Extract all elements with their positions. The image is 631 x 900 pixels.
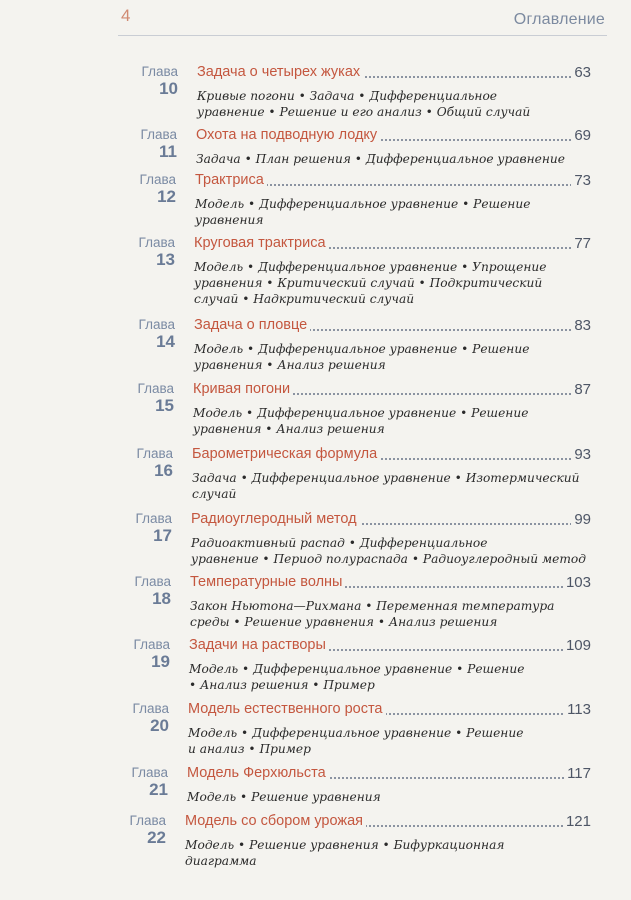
topics-line: Задача • Дифференциальное уравнение • Изотермический: [192, 471, 580, 485]
chapter-title[interactable]: Задача о четырех жуках: [197, 64, 363, 80]
chapter-number: 10: [159, 79, 178, 98]
toc-title-line[interactable]: [195, 172, 591, 192]
topics-line: уравнение • Период полураспада • Радиоуглеродный метод: [191, 552, 586, 566]
topics-line: уравнения • Анализ решения: [193, 422, 385, 436]
topics-line: среды • Решение уравнения • Анализ решения: [190, 615, 498, 629]
toc-title-line[interactable]: [197, 64, 591, 84]
topics-line: Закон Ньютона—Рихмана • Переменная температура: [190, 599, 555, 613]
topics-line: Модель • Дифференциальное уравнение • Решение: [193, 406, 529, 420]
topics-line: уравнения: [195, 213, 264, 227]
topics-line: диаграмма: [185, 854, 257, 868]
toc-title-line[interactable]: [193, 381, 591, 401]
chapter-label: Глава: [135, 511, 172, 526]
chapter-title[interactable]: Трактриса: [195, 172, 267, 188]
chapter-topics: [197, 88, 530, 120]
chapter-number: 21: [149, 780, 168, 799]
chapter-topics: [193, 405, 528, 437]
page-ref[interactable]: 117: [564, 765, 591, 782]
topics-line: Задача • План решения • Дифференциальное уравнение: [196, 152, 565, 166]
chapter-label: Глава: [138, 317, 175, 332]
chapter-number: 22: [147, 828, 166, 847]
toc-title-line[interactable]: [190, 574, 591, 594]
chapter-title[interactable]: Кривая погони: [193, 381, 293, 397]
chapter-label: Глава: [137, 381, 174, 396]
chapter-title[interactable]: Задача о пловце: [194, 317, 310, 333]
toc-title-line[interactable]: [194, 317, 591, 337]
chapter-label: Глава: [139, 172, 176, 187]
chapter-topics: [194, 259, 546, 307]
topics-line: уравнения • Критический случай • Подкритический: [194, 276, 543, 290]
chapter-label: Глава: [134, 574, 171, 589]
chapter-number: 15: [155, 396, 174, 415]
page-ref[interactable]: 69: [571, 127, 591, 144]
chapter-number: 16: [154, 461, 173, 480]
chapter-label: Глава: [131, 765, 168, 780]
chapter-label: Глава: [129, 813, 166, 828]
toc-title-line[interactable]: [194, 235, 591, 255]
page-ref[interactable]: 113: [564, 701, 591, 718]
toc-title-line[interactable]: [191, 511, 591, 531]
toc-title-line[interactable]: [196, 127, 591, 147]
chapter-title[interactable]: Круговая трактриса: [194, 235, 329, 251]
chapter-title[interactable]: Охота на подводную лодку: [196, 127, 380, 143]
page-ref[interactable]: 63: [571, 64, 591, 81]
chapter-number: 18: [152, 589, 171, 608]
chapter-number: 11: [159, 142, 177, 161]
chapter-topics: [185, 837, 504, 869]
chapter-title[interactable]: Температурные волны: [190, 574, 345, 590]
topics-line: Модель • Дифференциальное уравнение • Упрощение: [194, 260, 547, 274]
chapter-label: Глава: [133, 637, 170, 652]
topics-line: уравнения • Анализ решения: [194, 358, 386, 372]
chapter-topics: [191, 535, 586, 567]
chapter-number: 14: [156, 332, 175, 351]
chapter-title[interactable]: Задачи на растворы: [189, 637, 329, 653]
topics-line: Модель • Решение уравнения • Бифуркационная: [185, 838, 505, 852]
chapter-number: 13: [156, 250, 175, 269]
chapter-topics: [196, 151, 565, 167]
toc-title-line[interactable]: [192, 446, 591, 466]
chapter-topics: [195, 196, 530, 228]
page-ref[interactable]: 99: [571, 511, 591, 528]
topics-line: Кривые погони • Задача • Дифференциальное: [197, 89, 498, 103]
chapter-label: Глава: [136, 446, 173, 461]
toc-title-line[interactable]: [185, 813, 591, 833]
topics-line: Модель • Дифференциальное уравнение • Решение: [195, 197, 531, 211]
chapter-title[interactable]: Модель со сбором урожая: [185, 813, 366, 829]
chapter-title[interactable]: Радиоуглеродный метод: [191, 511, 360, 527]
chapter-label: Глава: [140, 127, 177, 142]
page-ref[interactable]: 121: [563, 813, 591, 830]
topics-line: Модель • Дифференциальное уравнение • Решение: [188, 726, 524, 740]
topics-line: случай: [192, 487, 237, 501]
chapter-title[interactable]: Модель Ферхюльста: [187, 765, 329, 781]
page-ref[interactable]: 83: [571, 317, 591, 334]
chapter-title[interactable]: Модель естественного роста: [188, 701, 386, 717]
chapter-label: Глава: [138, 235, 175, 250]
chapter-number: 12: [157, 187, 176, 206]
topics-line: • Анализ решения • Пример: [189, 678, 375, 692]
chapter-label: Глава: [132, 701, 169, 716]
page-ref[interactable]: 109: [563, 637, 591, 654]
page-ref[interactable]: 103: [563, 574, 591, 591]
chapter-title[interactable]: Барометрическая формула: [192, 446, 380, 462]
topics-line: и анализ • Пример: [188, 742, 311, 756]
chapter-topics: [187, 789, 381, 805]
running-title: Оглавление: [513, 11, 605, 28]
topics-line: случай • Надкритический случай: [194, 292, 415, 306]
chapter-topics: [190, 598, 554, 630]
page-number: 4: [121, 6, 131, 25]
page-ref[interactable]: 77: [571, 235, 591, 252]
chapter-number: 19: [151, 652, 170, 671]
topics-line: Модель • Дифференциальное уравнение • Решение: [194, 342, 530, 356]
chapter-topics: [194, 341, 529, 373]
chapter-topics: [189, 661, 524, 693]
page-ref[interactable]: 87: [571, 381, 591, 398]
page-ref[interactable]: 93: [571, 446, 591, 463]
toc-title-line[interactable]: [187, 765, 591, 785]
chapter-topics: [188, 725, 523, 757]
chapter-label: Глава: [141, 64, 178, 79]
page-ref[interactable]: 73: [571, 172, 591, 189]
topics-line: Модель • Дифференциальное уравнение • Решение: [189, 662, 525, 676]
chapter-topics: [192, 470, 579, 502]
chapter-number: 17: [153, 526, 172, 545]
toc-title-line[interactable]: [188, 701, 591, 721]
chapter-number: 20: [150, 716, 169, 735]
topics-line: Модель • Решение уравнения: [187, 790, 381, 804]
topics-line: уравнение • Решение и его анализ • Общий случай: [197, 105, 531, 119]
toc-title-line[interactable]: [189, 637, 591, 657]
topics-line: Радиоактивный распад • Дифференциальное: [191, 536, 488, 550]
